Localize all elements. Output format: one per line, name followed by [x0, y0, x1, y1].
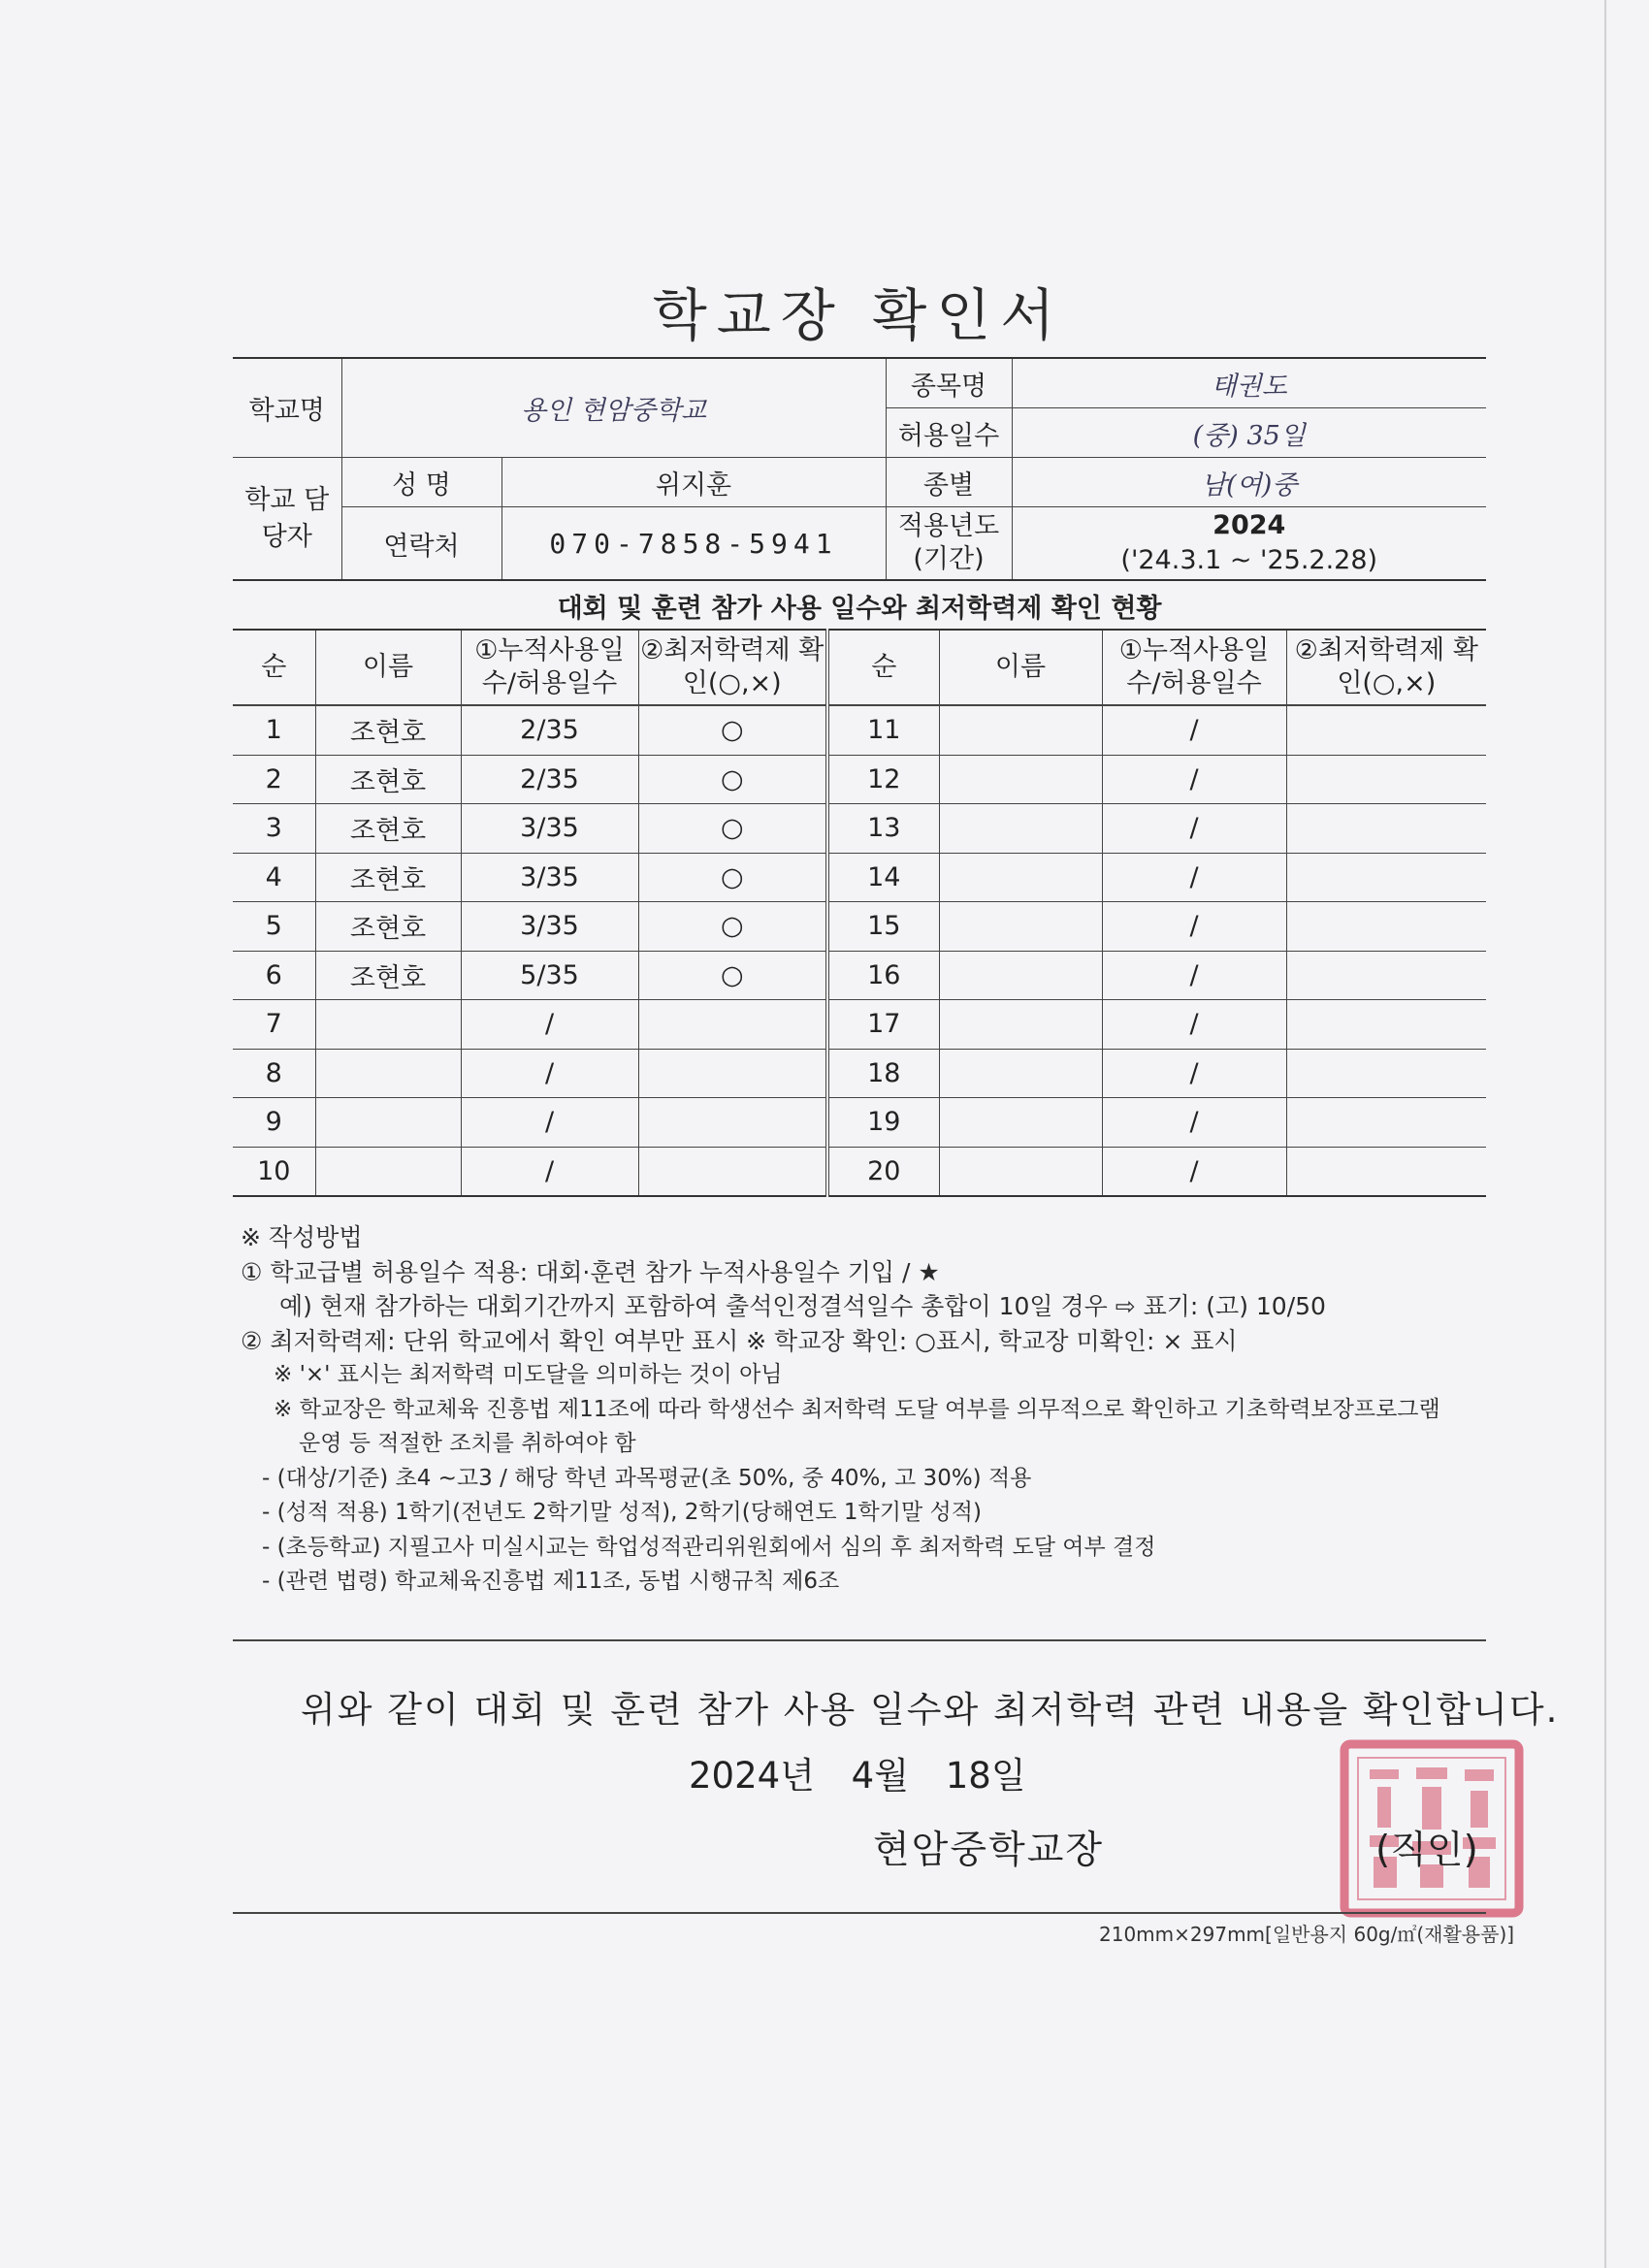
cell-check — [638, 1049, 827, 1098]
section-title: 대회 및 훈련 참가 사용 일수와 최저학력제 확인 현황 — [233, 582, 1486, 630]
cell-check — [1286, 705, 1486, 755]
gender-label: 종별 — [886, 458, 1012, 507]
cell-check: ○ — [638, 755, 827, 804]
year-period: ('24.3.1 ~ '25.2.28) — [1120, 545, 1378, 575]
cell-check: ○ — [638, 804, 827, 854]
cell-days: / — [1102, 804, 1286, 854]
cell-check — [1286, 1000, 1486, 1050]
cell-no: 5 — [233, 902, 315, 952]
sport-value: 태권도 — [1012, 358, 1486, 408]
cell-days: / — [461, 1147, 638, 1196]
cell-days: / — [461, 1000, 638, 1050]
cell-name — [939, 902, 1102, 952]
issue-date — [689, 1746, 1051, 1798]
cell-no: 9 — [233, 1098, 315, 1148]
date-day: 18일 — [945, 1755, 1026, 1797]
header-name: 이름 — [315, 630, 461, 705]
cell-name: 조현호 — [315, 804, 461, 854]
note-item-1-example: 예) 현재 참가하는 대회기간까지 포함하여 출석인정결석일수 총합이 10일 경우 ⇨ 표기: (고) 10/50 — [279, 1292, 1326, 1320]
cell-no: 6 — [233, 951, 315, 1000]
cell-days: / — [461, 1098, 638, 1148]
school-name-label: 학교명 — [233, 358, 341, 458]
confirmation-statement: 위와 같이 대회 및 훈련 참가 사용 일수와 최저학력 관련 내용을 확인합니다. — [301, 1689, 1560, 1731]
participation-table — [233, 582, 1486, 1197]
cell-name — [939, 1098, 1102, 1148]
school-info-table — [233, 357, 1486, 581]
gender-value: 남(여)중 — [1012, 458, 1486, 507]
signer-title: 현암중학교장 — [873, 1829, 1105, 1872]
cell-name — [315, 1000, 461, 1050]
header-no: 순 — [233, 630, 315, 705]
cell-days: / — [1102, 1049, 1286, 1098]
allowed-days-value: (중) 35일 — [1012, 408, 1486, 458]
header-check: ②최저학력제 확인(○,×) — [638, 630, 827, 705]
cell-days: / — [1102, 755, 1286, 804]
year-label: 적용년도 (기간) — [886, 507, 1012, 581]
cell-no: 3 — [233, 804, 315, 854]
note-dash-1: - (대상/기준) 초4 ~고3 / 해당 학년 과목평균(초 50%, 중 40%, 고 30%) 적용 — [262, 1465, 1032, 1491]
header-days: ①누적사용일수/허용일수 — [461, 630, 638, 705]
paper-size-note: 210mm×297mm[일반용지 60g/㎡(재활용품)] — [1099, 1923, 1515, 1946]
cell-name: 조현호 — [315, 705, 461, 755]
cell-no: 4 — [233, 853, 315, 902]
table-row — [233, 1049, 1486, 1098]
table-row — [233, 755, 1486, 804]
cell-no: 11 — [827, 705, 939, 755]
cell-days: / — [1102, 1098, 1286, 1148]
note-dash-2: - (성적 적용) 1학기(전년도 2학기말 성적), 2학기(당해연도 1학기말 성적) — [262, 1500, 982, 1525]
table-row — [233, 1147, 1486, 1196]
cell-check: ○ — [638, 853, 827, 902]
cell-days: 3/35 — [461, 853, 638, 902]
notes-heading: ※ 작성방법 — [241, 1223, 363, 1251]
cell-no: 18 — [827, 1049, 939, 1098]
cell-check: ○ — [638, 951, 827, 1000]
note-dash-3: - (초등학교) 지필고사 미실시교는 학업성적관리위원회에서 심의 후 최저학력 도달 여부 결정 — [262, 1534, 1156, 1560]
cell-check — [1286, 1147, 1486, 1196]
cell-days: 3/35 — [461, 902, 638, 952]
cell-days: / — [1102, 1000, 1286, 1050]
sport-label: 종목명 — [886, 358, 1012, 408]
cell-no: 15 — [827, 902, 939, 952]
cell-check — [1286, 755, 1486, 804]
cell-check — [1286, 853, 1486, 902]
note-sub-1: ※ '×' 표시는 최저학력 미도달을 의미하는 것이 아님 — [274, 1362, 783, 1387]
contact-label: 연락처 — [341, 507, 501, 581]
header-no: 순 — [827, 630, 939, 705]
manager-name-label: 성 명 — [341, 458, 501, 507]
note-item-1: ① 학교급별 허용일수 적용: 대회·훈련 참가 누적사용일수 기입 / ★ — [241, 1257, 940, 1286]
cell-days: 3/35 — [461, 804, 638, 854]
table-row — [233, 1098, 1486, 1148]
header-days: ①누적사용일수/허용일수 — [1102, 630, 1286, 705]
cell-no: 7 — [233, 1000, 315, 1050]
cell-no: 8 — [233, 1049, 315, 1098]
cell-days: / — [1102, 1147, 1286, 1196]
cell-days: / — [1102, 705, 1286, 755]
cell-name — [939, 1000, 1102, 1050]
cell-check — [638, 1000, 827, 1050]
cell-name — [315, 1147, 461, 1196]
cell-name — [939, 853, 1102, 902]
manager-name-value: 위지훈 — [501, 458, 886, 507]
cell-days: / — [1102, 951, 1286, 1000]
seal-mark: (직인) — [1375, 1829, 1478, 1872]
cell-check: ○ — [638, 705, 827, 755]
cell-check — [638, 1098, 827, 1148]
cell-check: ○ — [638, 902, 827, 952]
note-sub-2-cont: 운영 등 적절한 조치를 취하여야 함 — [299, 1431, 636, 1456]
cell-no: 13 — [827, 804, 939, 854]
note-dash-4: - (관련 법령) 학교체육진흥법 제11조, 동법 시행규칙 제6조 — [262, 1569, 840, 1594]
note-sub-2: ※ 학교장은 학교체육 진흥법 제11조에 따라 학생선수 최저학력 도달 여부를 의무적으로 확인하고 기초학력보장프로그램 — [274, 1396, 1440, 1422]
table-row — [233, 804, 1486, 854]
cell-name — [939, 755, 1102, 804]
date-year: 2024년 — [689, 1755, 815, 1797]
cell-days: / — [461, 1049, 638, 1098]
cell-check — [1286, 1049, 1486, 1098]
note-item-2: ② 최저학력제: 단위 학교에서 확인 여부만 표시 ※ 학교장 확인: ○표시, 학교장 미확인: × 표시 — [241, 1326, 1238, 1355]
document-title: 학교장 확인서 — [652, 282, 1065, 348]
allowed-days-label: 허용일수 — [886, 408, 1012, 458]
cell-name: 조현호 — [315, 755, 461, 804]
cell-no: 1 — [233, 705, 315, 755]
cell-days: 2/35 — [461, 755, 638, 804]
cell-name — [939, 1049, 1102, 1098]
table-row — [233, 705, 1486, 755]
cell-days: / — [1102, 853, 1286, 902]
cell-name — [939, 1147, 1102, 1196]
cell-no: 19 — [827, 1098, 939, 1148]
manager-label: 학교 담당자 — [233, 458, 341, 581]
cell-no: 12 — [827, 755, 939, 804]
instructions — [241, 1220, 1492, 1600]
contact-value: 070-7858-5941 — [501, 507, 886, 581]
cell-no: 14 — [827, 853, 939, 902]
cell-name: 조현호 — [315, 951, 461, 1000]
footer-divider — [233, 1912, 1486, 1914]
cell-check — [1286, 1098, 1486, 1148]
cell-check — [638, 1147, 827, 1196]
header-check: ②최저학력제 확인(○,×) — [1286, 630, 1486, 705]
cell-days: / — [1102, 902, 1286, 952]
table-row — [233, 1000, 1486, 1050]
cell-days: 2/35 — [461, 705, 638, 755]
cell-name — [315, 1098, 461, 1148]
cell-name — [939, 951, 1102, 1000]
notes-divider — [233, 1639, 1486, 1641]
cell-no: 17 — [827, 1000, 939, 1050]
cell-check — [1286, 902, 1486, 952]
year-value: 2024 — [1212, 510, 1286, 540]
cell-no: 2 — [233, 755, 315, 804]
cell-name — [315, 1049, 461, 1098]
header-name: 이름 — [939, 630, 1102, 705]
cell-check — [1286, 804, 1486, 854]
cell-check — [1286, 951, 1486, 1000]
cell-name: 조현호 — [315, 853, 461, 902]
cell-no: 20 — [827, 1147, 939, 1196]
cell-no: 16 — [827, 951, 939, 1000]
date-month: 4월 — [851, 1755, 909, 1797]
cell-name — [939, 705, 1102, 755]
cell-days: 5/35 — [461, 951, 638, 1000]
school-name-value: 용인 현암중학교 — [341, 358, 886, 458]
cell-name: 조현호 — [315, 902, 461, 952]
table-row — [233, 853, 1486, 902]
cell-name — [939, 804, 1102, 854]
cell-no: 10 — [233, 1147, 315, 1196]
table-row — [233, 951, 1486, 1000]
table-row — [233, 902, 1486, 952]
